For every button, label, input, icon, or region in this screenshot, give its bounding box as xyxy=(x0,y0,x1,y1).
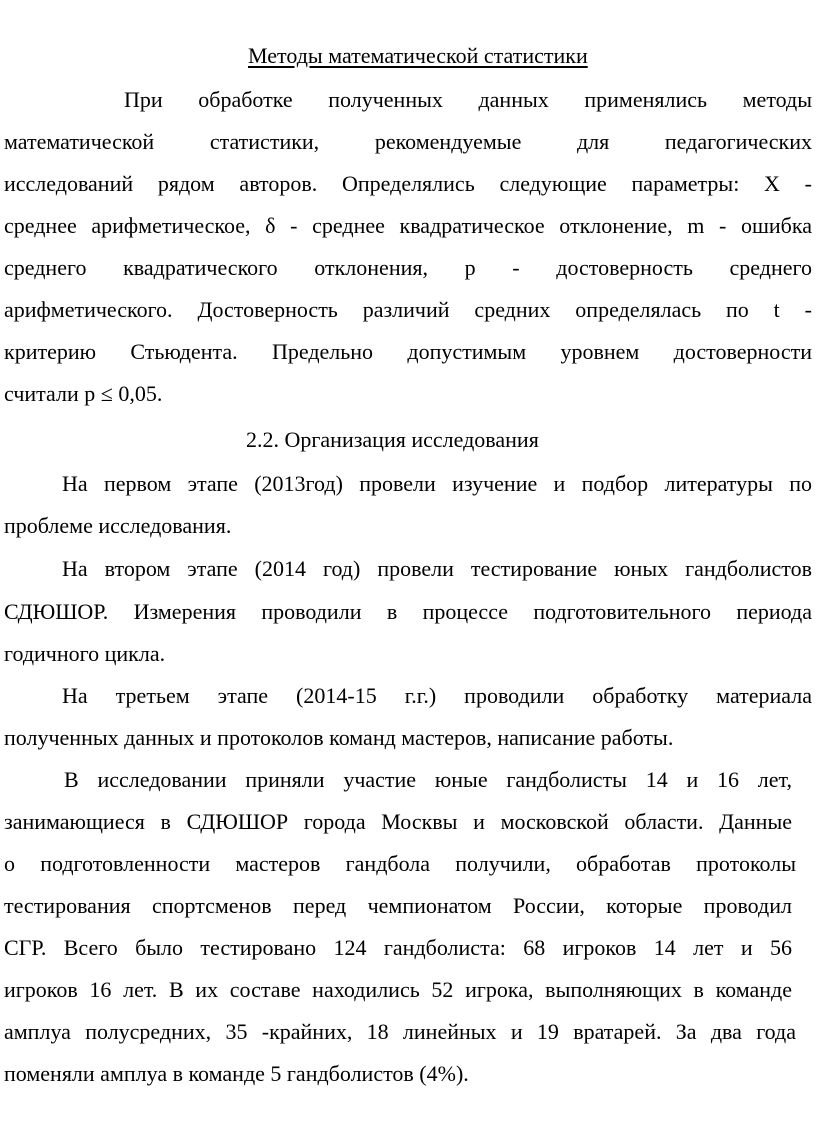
paragraph-1-line-8: считали р ≤ 0,05. xyxy=(4,381,163,406)
paragraph-1-line-6: арифметического. Достоверность различий средних определялась по t - xyxy=(4,297,812,322)
paragraph-1-line-4: среднее арифметическое, δ - среднее квадратическое отклонение, m - ошибка xyxy=(4,213,812,238)
paragraph-5-line-6: игроков 16 лет. В их составе находились 52 игрока, выполняющих в команде xyxy=(4,977,792,1002)
paragraph-2-line-2: проблеме исследования. xyxy=(4,513,232,538)
paragraph-4-line-2: полученных данных и протоколов команд мастеров, написание работы. xyxy=(4,725,674,750)
paragraph-5-line-8: поменяли амплуа в команде 5 гандболистов (4%). xyxy=(4,1061,469,1086)
paragraph-1-line-3: исследований рядом авторов. Определялись следующие параметры: Х - xyxy=(4,171,812,196)
paragraph-2-line-1: На первом этапе (2013год) провели изучение и подбор литературы по xyxy=(62,471,812,496)
paragraph-1-line-2: математической статистики, рекомендуемые для педагогических xyxy=(4,129,812,154)
paragraph-1-line-1: При обработке полученных данных применялись методы xyxy=(124,87,812,112)
paragraph-5-line-7: амплуа полусредних, 35 -крайних, 18 линейных и 19 вратарей. За два года xyxy=(4,1019,796,1044)
paragraph-3-line-1: На втором этапе (2014 год) провели тестирование юных гандболистов xyxy=(62,556,812,581)
page-title: Методы математической статистики xyxy=(248,43,588,68)
paragraph-3-line-3: годичного цикла. xyxy=(4,641,166,666)
paragraph-5-line-2: занимающиеся в СДЮШОР города Москвы и московской области. Данные xyxy=(4,809,792,834)
paragraph-1-line-5: среднего квадратического отклонения, р - достоверность среднего xyxy=(4,255,812,280)
paragraph-4-line-1: На третьем этапе (2014-15 г.г.) проводили обработку материала xyxy=(62,683,812,708)
paragraph-3-line-2: СДЮШОР. Измерения проводили в процессе подготовительного периода xyxy=(4,599,812,624)
paragraph-5-line-3: о подготовленности мастеров гандбола получили, обработав протоколы xyxy=(4,851,796,876)
section-heading: 2.2. Организация исследования xyxy=(246,427,539,452)
paragraph-5-line-1: В исследовании приняли участие юные гандболисты 14 и 16 лет, xyxy=(64,767,792,792)
paragraph-5-line-4: тестирования спортсменов перед чемпионатом России, которые проводил xyxy=(4,893,792,918)
paragraph-5-line-5: СГР. Всего было тестировано 124 гандболиста: 68 игроков 14 лет и 56 xyxy=(4,935,792,960)
paragraph-1-line-7: критерию Стьюдента. Предельно допустимым уровнем достоверности xyxy=(4,339,812,364)
